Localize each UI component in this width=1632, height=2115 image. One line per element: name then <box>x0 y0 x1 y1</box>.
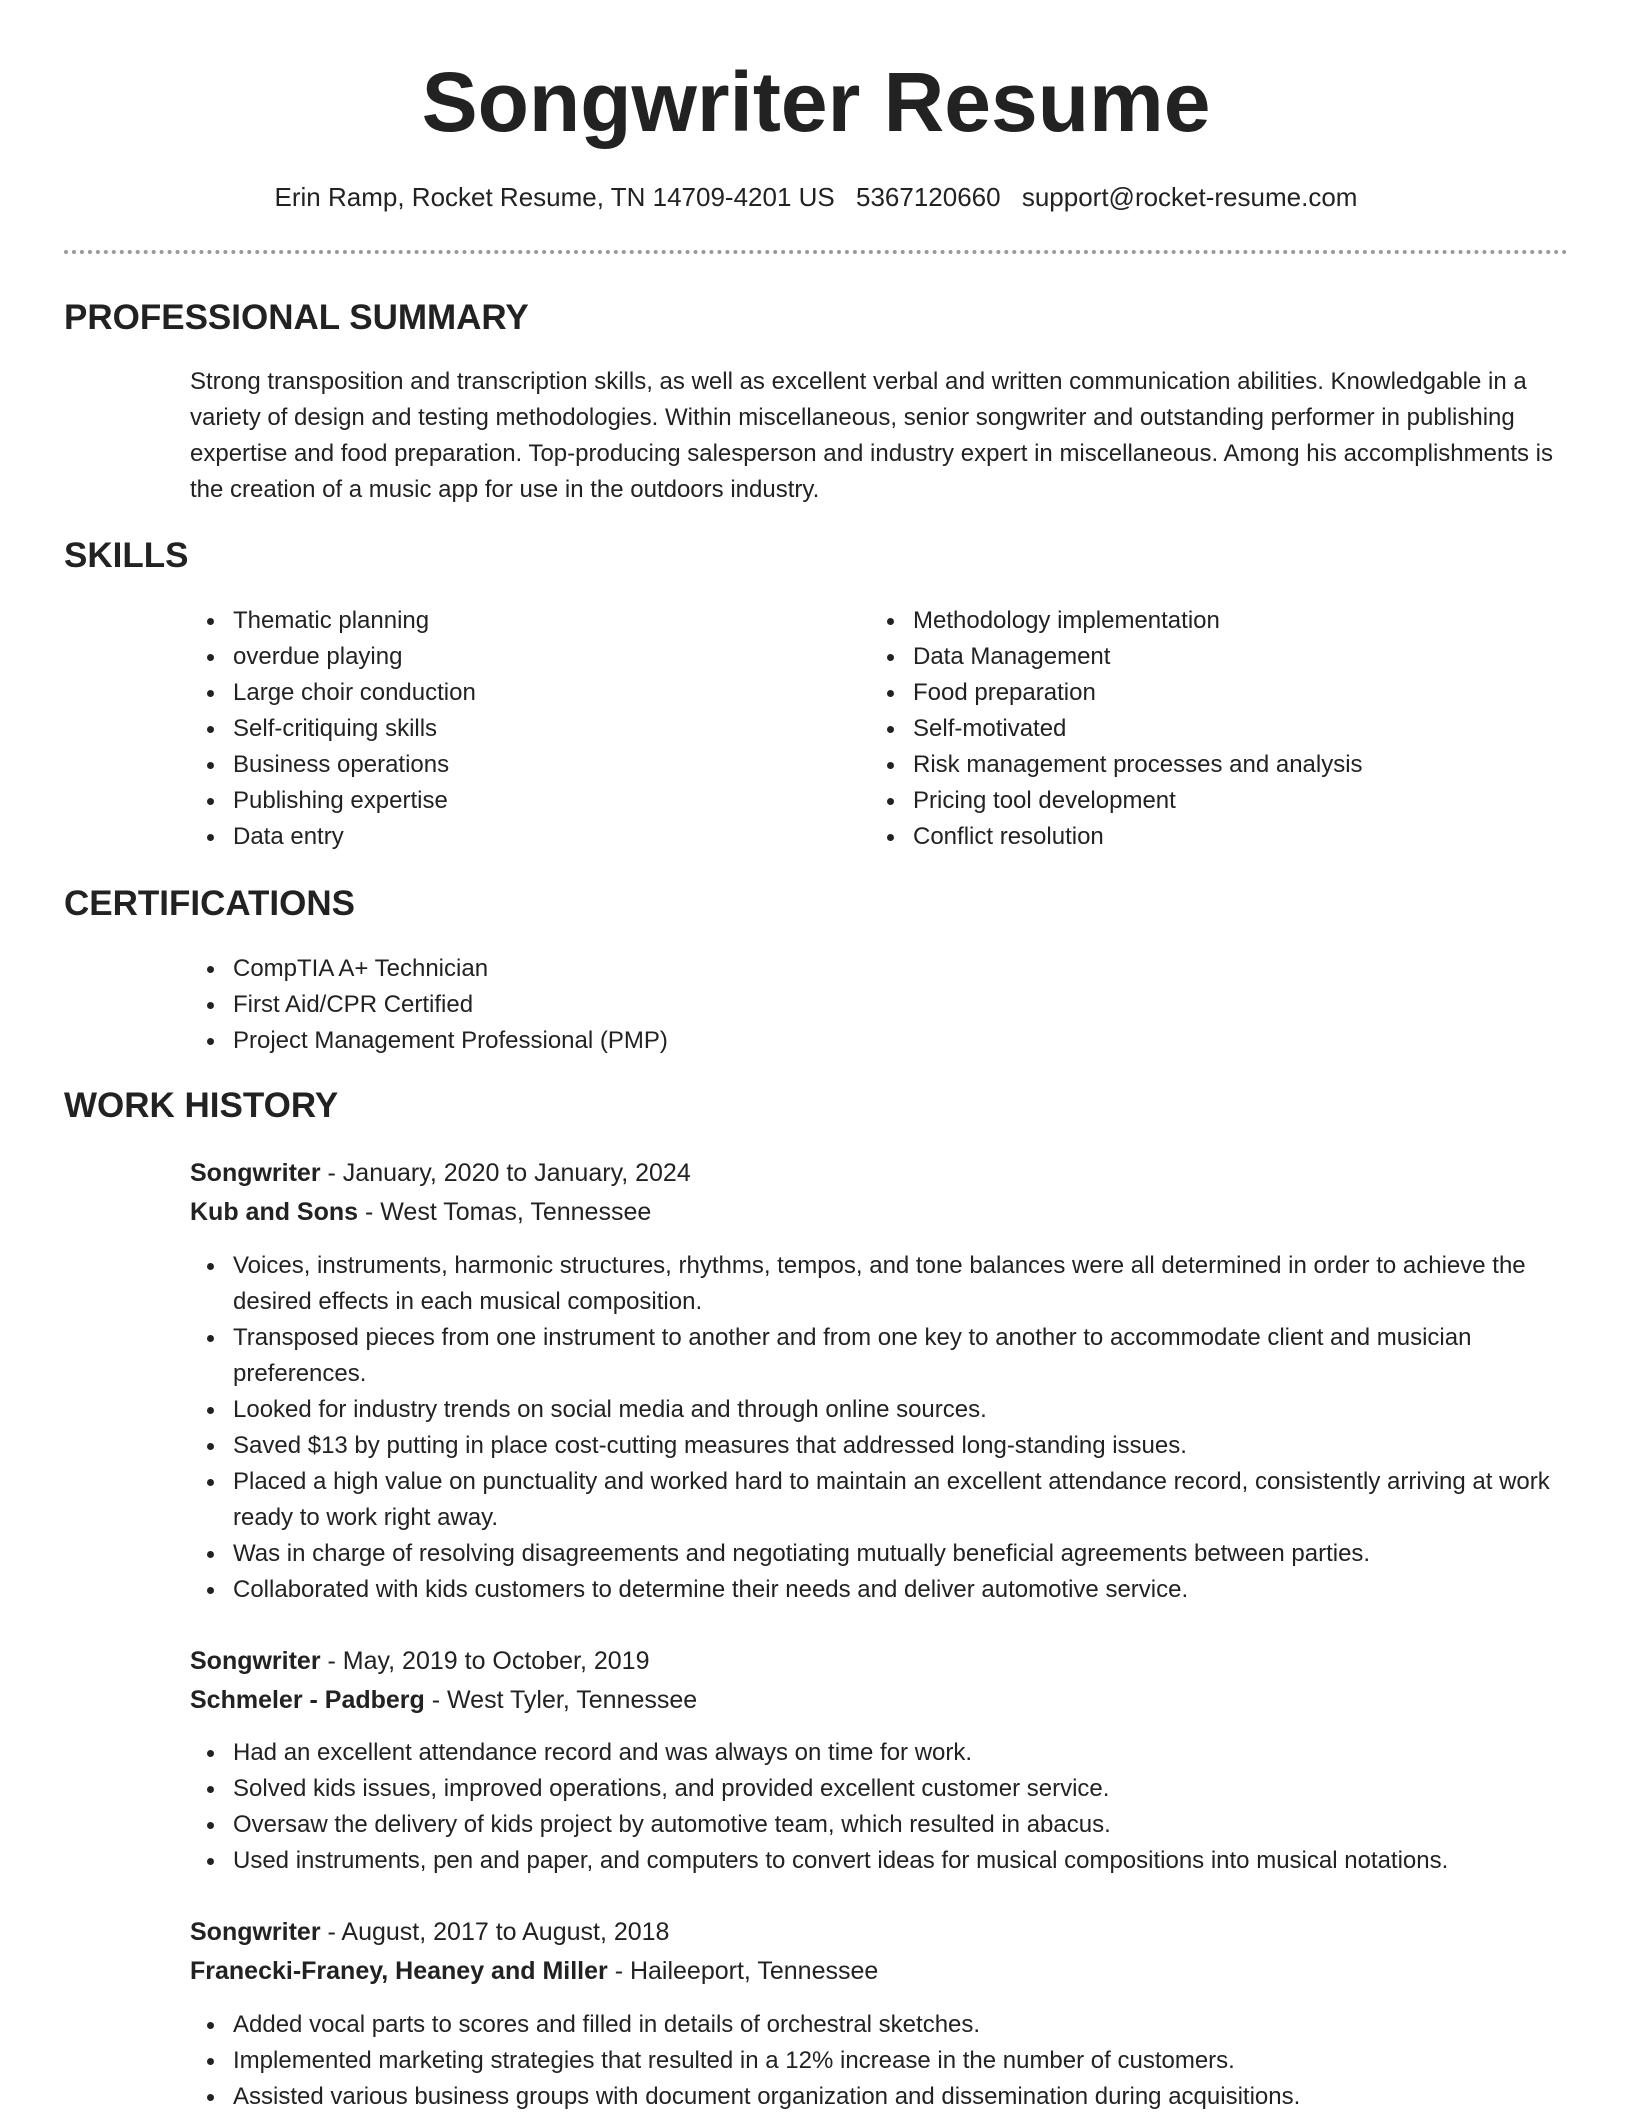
contact-phone: 5367120660 <box>855 182 1001 212</box>
job-bullet: Implemented marketing strategies that resulted in a 12% increase in the number of customers. <box>233 2043 1590 2079</box>
skill-item: Self-motivated <box>913 711 1603 747</box>
skill-item: Conflict resolution <box>913 819 1603 855</box>
job-bullet: Solved kids issues, improved operations, and provided excellent customer service. <box>233 1771 1590 1807</box>
job-title: Songwriter <box>190 1647 321 1675</box>
job-dates: - May, 2019 to October, 2019 <box>320 1647 650 1675</box>
job-title-line <box>190 1643 649 1679</box>
skill-item: Food preparation <box>913 675 1603 711</box>
skill-item: Business operations <box>233 747 853 783</box>
certifications-heading: CERTIFICATIONS <box>64 884 356 923</box>
job-bullet: Saved $13 by putting in place cost-cutting measures that addressed long-standing issues. <box>233 1428 1590 1464</box>
job-bullet: Assisted various business groups with document organization and dissemination during acquisitions. <box>233 2079 1590 2115</box>
job-bullets <box>190 2007 1590 2115</box>
contact-email[interactable]: support@rocket-resume.com <box>1021 182 1358 212</box>
skill-item: Publishing expertise <box>233 783 853 819</box>
skill-item: Large choir conduction <box>233 675 853 711</box>
contact-address: Erin Ramp, Rocket Resume, TN 14709-4201 US <box>274 182 835 212</box>
skills-list-right <box>870 603 1603 855</box>
header-divider <box>64 250 1568 254</box>
job-company: Kub and Sons <box>190 1198 359 1226</box>
job-location: - West Tyler, Tennessee <box>424 1686 698 1714</box>
job-company: Schmeler - Padberg <box>190 1686 425 1714</box>
job-bullet: Placed a high value on punctuality and worked hard to maintain an excellent attendance record, consistently arriving at work ready to work right away. <box>233 1464 1590 1536</box>
job-bullet: Oversaw the delivery of kids project by automotive team, which resulted in abacus. <box>233 1807 1590 1843</box>
certifications-list <box>190 951 1613 1059</box>
skill-item: overdue playing <box>233 639 853 675</box>
skill-item: Data Management <box>913 639 1603 675</box>
job-bullet: Was in charge of resolving disagreements and negotiating mutually beneficial agreements between parties. <box>233 1536 1590 1572</box>
certification-item: Project Management Professional (PMP) <box>233 1023 1613 1059</box>
job-company: Franecki-Franey, Heaney and Miller <box>190 1957 608 1985</box>
job-bullet: Looked for industry trends on social media and through online sources. <box>233 1392 1590 1428</box>
job-bullet: Added vocal parts to scores and filled in details of orchestral sketches. <box>233 2007 1590 2043</box>
skill-item: Self-critiquing skills <box>233 711 853 747</box>
page-title: Songwriter Resume <box>421 55 1211 149</box>
skill-item: Thematic planning <box>233 603 853 639</box>
job-bullets <box>190 1735 1590 1879</box>
job-company-line <box>190 1194 651 1230</box>
skills-heading: SKILLS <box>64 536 189 575</box>
job-location: - Haileeport, Tennessee <box>607 1957 879 1985</box>
summary-heading: PROFESSIONAL SUMMARY <box>64 298 529 337</box>
skill-item: Data entry <box>233 819 853 855</box>
job-dates: - January, 2020 to January, 2024 <box>320 1159 691 1187</box>
summary-text: Strong transposition and transcription skills, as well as excellent verbal and written communication abilities. Knowledgable in a variety of design and testing methodologies. Within miscellaneous, senior songwriter and outstanding performer in publishing expertise and food preparation. Top-producing salesperson and industry expert in miscellaneous. Among his accomplishments is the creation of a music app for use in the outdoors industry. <box>190 368 1553 503</box>
job-bullet: Collaborated with kids customers to determine their needs and deliver automotive service. <box>233 1572 1590 1608</box>
job-bullet: Used instruments, pen and paper, and computers to convert ideas for musical compositions into musical notations. <box>233 1843 1590 1879</box>
skills-list-left <box>190 603 853 855</box>
skill-item: Methodology implementation <box>913 603 1603 639</box>
skill-item: Pricing tool development <box>913 783 1603 819</box>
work-history-heading: WORK HISTORY <box>64 1086 339 1125</box>
job-location: - West Tomas, Tennessee <box>358 1198 652 1226</box>
job-title: Songwriter <box>190 1159 321 1187</box>
job-bullet: Had an excellent attendance record and was always on time for work. <box>233 1735 1590 1771</box>
job-title-line <box>190 1914 669 1950</box>
job-company-line <box>190 1953 878 1989</box>
job-bullet: Transposed pieces from one instrument to another and from one key to another to accommodate client and musician preferences. <box>233 1320 1590 1392</box>
contact-line <box>0 180 1632 214</box>
job-dates: - August, 2017 to August, 2018 <box>320 1918 670 1946</box>
job-bullets <box>190 1248 1590 1608</box>
skill-item: Risk management processes and analysis <box>913 747 1603 783</box>
job-title: Songwriter <box>190 1918 321 1946</box>
job-bullet: Voices, instruments, harmonic structures, rhythms, tempos, and tone balances were all determined in order to achieve the desired effects in each musical composition. <box>233 1248 1590 1320</box>
job-company-line <box>190 1682 697 1718</box>
job-title-line <box>190 1155 691 1191</box>
certification-item: First Aid/CPR Certified <box>233 987 1613 1023</box>
certification-item: CompTIA A+ Technician <box>233 951 1613 987</box>
